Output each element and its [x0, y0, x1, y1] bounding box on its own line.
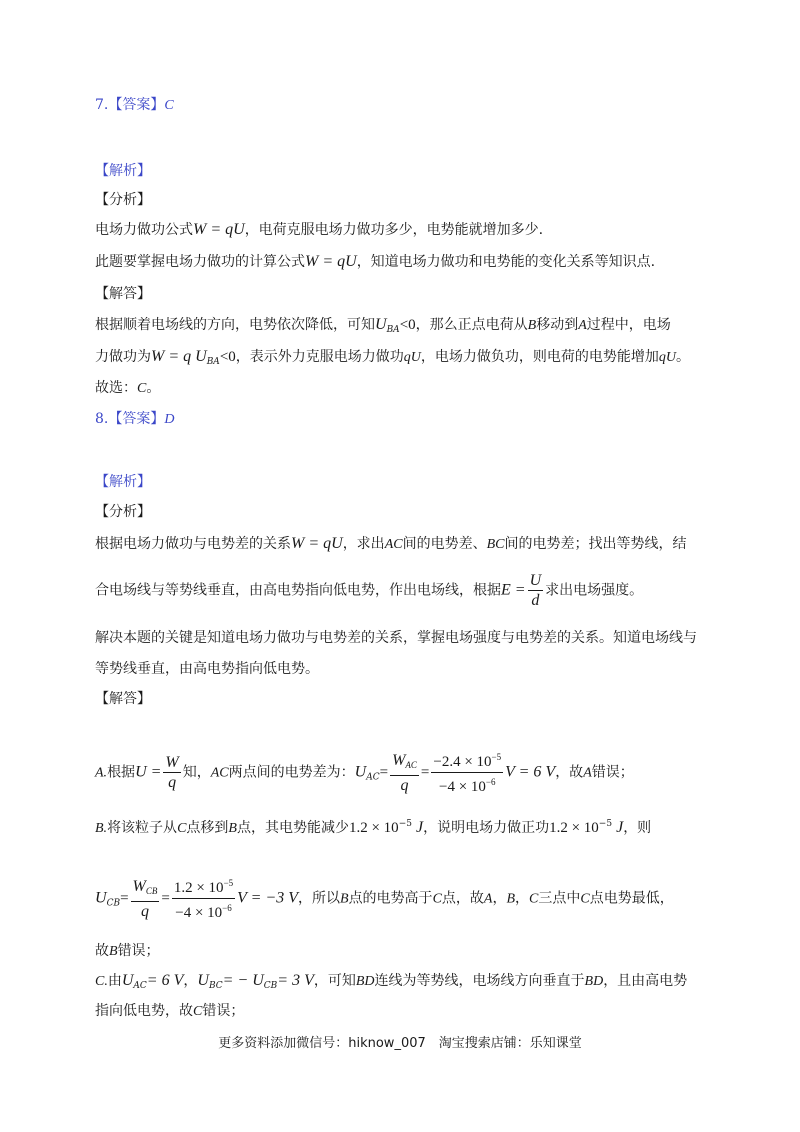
q8-option-b-line	[95, 814, 651, 839]
var: BC	[486, 537, 505, 552]
text: 间的电势差、	[402, 536, 487, 552]
q7-number: 7.	[95, 97, 109, 113]
option-letter: C.	[95, 974, 108, 989]
text: ，说明电场力做正功	[423, 820, 550, 836]
var: C	[177, 821, 187, 836]
numerator: W	[165, 754, 179, 771]
unit: J	[411, 819, 424, 836]
text: 故	[95, 943, 109, 959]
text: 电场力做功公式	[95, 222, 193, 238]
text: 点，故	[441, 890, 484, 907]
formula: = − U	[222, 972, 264, 989]
formula: U =	[135, 763, 162, 781]
q8-answer-label: 【答案】	[108, 411, 165, 427]
text: ，那么正点电荷从	[415, 317, 528, 333]
text: 连线为等势线，电场线方向垂直于	[374, 973, 585, 989]
text: 点移到	[186, 820, 229, 836]
exponent: −5	[398, 819, 412, 829]
var: C	[432, 891, 442, 907]
formula: U	[197, 972, 209, 989]
q8-analysis-line3: 解决本题的关键是知道电场力做功与电势差的关系，掌握电场强度与电势差的关系。知道电场线与	[95, 630, 697, 646]
subscript: CB	[263, 981, 278, 991]
text: 指向低电势，故	[95, 1003, 193, 1019]
option-letter: A.	[95, 765, 108, 781]
numerator: W	[132, 877, 146, 895]
q8-option-c-line	[95, 971, 687, 996]
subscript: AC	[133, 981, 147, 991]
text: 知，	[182, 764, 211, 781]
text: ，则	[623, 820, 652, 836]
text: ，表示外力克服电场力做功	[235, 349, 404, 365]
var: A	[583, 765, 592, 781]
equals: =	[420, 764, 430, 781]
page-footer: 更多资料添加微信号：hiknow_007 淘宝搜索店铺：乐知课堂	[218, 1036, 582, 1051]
text: 点电势最低，	[589, 890, 674, 907]
numerator: 1.2 × 10	[173, 880, 224, 896]
q8-analysis-line2	[95, 571, 643, 610]
text: ，	[515, 890, 530, 907]
text: ，故	[555, 764, 584, 781]
text: 此题要掌握电场力做功的计算公式	[95, 254, 305, 270]
text: 错误；	[591, 764, 634, 781]
text: 。	[146, 380, 161, 396]
q7-solution-line2	[95, 347, 690, 372]
text: 根据电场力做功与电势差的关系	[95, 536, 291, 552]
formula: U	[121, 972, 134, 989]
var: B	[340, 891, 349, 907]
q7-fenxi-heading: 【分析】	[95, 192, 151, 208]
q8-answer: D	[164, 412, 175, 427]
text: ，所以	[298, 890, 340, 907]
fraction-numeric	[172, 874, 235, 923]
numerator: −2.4 × 10	[433, 754, 492, 770]
q8-answer-line	[95, 409, 174, 430]
text: ，	[492, 890, 507, 907]
var: qU	[658, 350, 677, 365]
text: 故选：	[95, 380, 137, 396]
formula: U	[375, 316, 387, 333]
q7-answer: C	[164, 98, 174, 113]
var: BD	[584, 974, 604, 989]
denominator: d	[531, 592, 540, 609]
text: ，	[183, 973, 198, 989]
var: qU	[403, 350, 421, 365]
denominator: q	[400, 776, 409, 794]
formula: <0	[399, 317, 416, 333]
text: 力做功为	[95, 349, 151, 365]
subscript: CB	[106, 898, 121, 909]
var: AC	[210, 765, 229, 781]
text: 错误；	[117, 943, 160, 959]
q8-jieda-heading: 【解答】	[95, 691, 151, 707]
q7-solution-line1	[95, 315, 671, 340]
formula: W = qU	[193, 221, 245, 238]
text: 移动到	[536, 317, 579, 333]
exponent: −6	[222, 903, 232, 913]
text: 间的电势差；找出等势线，结	[504, 536, 687, 552]
subscript: AC	[366, 772, 380, 783]
q7-jiexi-heading: 【解析】	[95, 163, 151, 179]
var: C	[580, 891, 590, 907]
subscript: BA	[206, 357, 220, 367]
text: ，可知	[313, 973, 356, 989]
text: 三点中	[538, 890, 581, 907]
fraction-w-over-q	[163, 753, 180, 792]
denominator: q	[140, 902, 149, 920]
result: V = −3 V	[237, 889, 298, 907]
var: C	[137, 381, 147, 396]
text: 点，其电势能减少	[236, 820, 349, 836]
text: 求出电场强度。	[545, 582, 644, 599]
var: B	[527, 318, 537, 333]
equals: =	[379, 764, 389, 781]
exponent: −5	[491, 752, 502, 762]
equals: =	[120, 890, 129, 907]
exponent: −6	[485, 777, 496, 787]
text: 合电场线与等势线垂直，由高电势指向低电势，作出电场线，根据	[95, 582, 501, 599]
var: B	[109, 944, 118, 959]
fraction-numeric	[431, 748, 503, 797]
unit: J	[612, 819, 624, 836]
subscript: AC	[405, 759, 417, 770]
q7-answer-label: 【答案】	[108, 97, 165, 113]
text: ，且由高电势	[603, 973, 688, 989]
text: 根据	[107, 764, 136, 781]
var: A	[483, 891, 493, 907]
denominator: −4 × 10	[175, 905, 223, 921]
value: 1.2 × 10	[549, 820, 599, 836]
var: B	[506, 891, 516, 907]
text: 根据顺着电场线的方向，电势依次降低，可知	[95, 317, 375, 333]
text: ，求出	[342, 536, 385, 552]
var: BD	[355, 974, 375, 989]
text: 点的电势高于	[348, 890, 433, 907]
formula: E =	[501, 581, 526, 599]
text: ，知道电场力做功和电势能的变化关系等知识点.	[356, 254, 656, 270]
q8-ucb-line	[95, 874, 674, 923]
fraction-wac-over-q	[390, 751, 419, 795]
equals: =	[161, 890, 170, 907]
q8-analysis-line4: 等势线垂直，由高电势指向低电势。	[95, 661, 319, 677]
subscript: BA	[386, 325, 400, 335]
fraction-u-over-d	[528, 571, 544, 610]
formula: W = qU	[291, 535, 343, 552]
formula: W = qU	[305, 253, 357, 270]
text: ，电场力做负功，则电荷的电势能增加	[420, 349, 659, 365]
numerator: U	[529, 572, 542, 589]
text: 。	[676, 349, 691, 365]
q7-analysis-line1	[95, 220, 543, 240]
numerator: W	[392, 751, 406, 769]
q8-b-wrong-line	[95, 941, 160, 962]
subscript: BC	[208, 981, 223, 991]
denominator: q	[168, 774, 177, 791]
option-letter: B.	[95, 821, 108, 836]
q7-jieda-heading: 【解答】	[95, 286, 151, 302]
q8-option-a-line	[95, 748, 634, 797]
formula: U	[354, 763, 367, 781]
q7-analysis-line2	[95, 252, 655, 272]
formula: U	[95, 889, 107, 907]
fraction-wcb-over-q	[131, 877, 160, 921]
var: B	[228, 821, 237, 836]
result: V = 6 V	[505, 763, 556, 781]
q8-jiexi-heading: 【解析】	[95, 474, 151, 490]
text: 由	[107, 973, 122, 989]
text: 将该粒子从	[107, 820, 178, 836]
text: 过程中，电场	[586, 317, 671, 333]
q8-analysis-line1	[95, 534, 686, 555]
q7-answer-line	[95, 95, 174, 116]
q7-choice-line	[95, 378, 160, 399]
q8-fenxi-heading: 【分析】	[95, 504, 151, 520]
text: ，电荷克服电场力做功多少，电势能就增加多少.	[244, 222, 544, 238]
formula: W = q U	[151, 348, 207, 365]
value: 1.2 × 10	[348, 820, 399, 836]
subscript: CB	[145, 885, 158, 896]
value: = 6 V	[146, 972, 184, 989]
q8-number: 8.	[95, 411, 109, 427]
text: 错误；	[202, 1003, 245, 1019]
var: A	[578, 318, 587, 333]
q8-option-c-line2	[95, 1001, 244, 1022]
var: AC	[384, 537, 403, 552]
exponent: −5	[223, 878, 234, 888]
value: = 3 V	[277, 972, 314, 989]
exponent: −5	[598, 819, 613, 829]
denominator: −4 × 10	[439, 779, 486, 795]
var: C	[529, 891, 539, 907]
formula: <0	[219, 349, 236, 365]
var: C	[193, 1004, 203, 1019]
text: 两点间的电势差为：	[228, 764, 355, 781]
